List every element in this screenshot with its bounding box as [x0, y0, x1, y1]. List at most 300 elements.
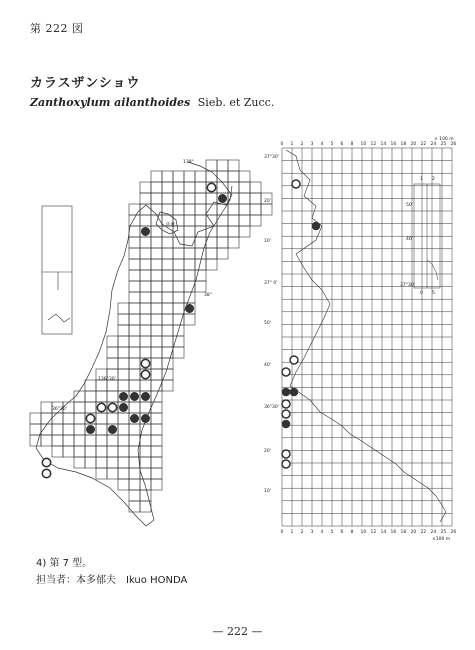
- grid-cell: [173, 204, 184, 215]
- grid-cell: [162, 347, 173, 358]
- profile-x-tick-top: 24: [430, 142, 437, 147]
- grid-cell: [85, 457, 96, 468]
- profile-lat-label: 37° 0': [264, 281, 278, 286]
- label-lon-136-30: 136°30': [98, 377, 116, 382]
- grid-cell: [184, 248, 195, 259]
- grid-cell: [151, 303, 162, 314]
- profile-x-tick-bottom: 20: [410, 530, 417, 535]
- inset-label: 1: [420, 177, 423, 182]
- grid-cell: [129, 424, 140, 435]
- grid-cell: [184, 215, 195, 226]
- grid-cell: [85, 391, 96, 402]
- profile-markers: [282, 180, 320, 468]
- grid-cell: [173, 336, 184, 347]
- profile-x-tick-bottom: 16: [390, 530, 397, 535]
- grid-cell: [96, 435, 107, 446]
- grid-cell: [129, 248, 140, 259]
- marker-open: [42, 469, 50, 477]
- grid-cell: [74, 424, 85, 435]
- grid-cell: [151, 193, 162, 204]
- grid-cell: [118, 369, 129, 380]
- grid-cell: [96, 446, 107, 457]
- grid-cell: [129, 270, 140, 281]
- grid-cell: [129, 347, 140, 358]
- marker-open: [141, 370, 149, 378]
- profile-lat-label: 10': [264, 239, 271, 244]
- grid-cell: [118, 325, 129, 336]
- profile-x-tick-bottom: 4: [320, 530, 324, 535]
- grid-cell: [184, 182, 195, 193]
- profile-x-tick-bottom: 6: [340, 530, 344, 535]
- grid-cell: [129, 402, 140, 413]
- grid-cell: [140, 303, 151, 314]
- grid-cell: [184, 226, 195, 237]
- profile-marker-open: [290, 356, 298, 364]
- grid-cell: [140, 215, 151, 226]
- grid-cell: [140, 468, 151, 479]
- grid-cell: [96, 391, 107, 402]
- grid-cell: [74, 446, 85, 457]
- grid-cell: [41, 402, 52, 413]
- grid-cell: [206, 160, 217, 171]
- grid-cell: [151, 281, 162, 292]
- grid-cell: [162, 171, 173, 182]
- grid-cell: [184, 314, 195, 325]
- genus-species: Zanthoxylum ailanthoides: [30, 96, 191, 109]
- profile-x-tick-bottom: 18: [400, 530, 407, 535]
- profile-x-tick-bottom: 1: [290, 530, 294, 535]
- grid-cell: [195, 171, 206, 182]
- profile-marker-filled: [290, 388, 298, 396]
- grid-cell: [151, 248, 162, 259]
- inset-label: 37°30': [400, 283, 415, 288]
- grid-cell: [162, 303, 173, 314]
- grid-cell: [206, 171, 217, 182]
- profile-x-tick-bottom: 5: [330, 530, 334, 535]
- grid-cell: [129, 281, 140, 292]
- grid-cell: [140, 380, 151, 391]
- grid-cell: [151, 446, 162, 457]
- grid-cell: [151, 358, 162, 369]
- grid-cell: [107, 435, 118, 446]
- grid-cell: [162, 380, 173, 391]
- grid-cell: [140, 435, 151, 446]
- grid-cell: [184, 259, 195, 270]
- grid-cell: [118, 479, 129, 490]
- grid-cell: [184, 204, 195, 215]
- grid-cell: [239, 182, 250, 193]
- grid-cell: [173, 314, 184, 325]
- grid-cell: [151, 479, 162, 490]
- grid-cell: [151, 369, 162, 380]
- grid-cell: [129, 358, 140, 369]
- grid-cell: [140, 237, 151, 248]
- grid-cell: [140, 479, 151, 490]
- marker-open: [86, 414, 94, 422]
- profile-x-tick-top: 18: [400, 142, 407, 147]
- grid-cell: [96, 413, 107, 424]
- marker-filled: [119, 403, 127, 411]
- grid-cell: [228, 160, 239, 171]
- grid-cell: [206, 226, 217, 237]
- grid-cell: [129, 314, 140, 325]
- grid-cell: [30, 424, 41, 435]
- grid-cell: [63, 446, 74, 457]
- grid-cell: [129, 325, 140, 336]
- grid-cell: [239, 193, 250, 204]
- grid-cell: [217, 226, 228, 237]
- grid-cell: [184, 171, 195, 182]
- grid-cell: [228, 226, 239, 237]
- grid-cell: [118, 413, 129, 424]
- grid-cell: [217, 171, 228, 182]
- grid-cell: [118, 446, 129, 457]
- grid-cell: [195, 204, 206, 215]
- profile-x-tick-bottom: 2: [300, 530, 304, 535]
- grid-cell: [41, 413, 52, 424]
- profile-x-tick-bottom: 8: [350, 530, 354, 535]
- profile-x-tick-top: 8: [350, 142, 354, 147]
- grid-cell: [217, 237, 228, 248]
- profile-x-tick-bottom: 25: [440, 530, 447, 535]
- grid-cell: [151, 347, 162, 358]
- grid-cell: [129, 226, 140, 237]
- grid-cell: [239, 171, 250, 182]
- grid-cell: [129, 457, 140, 468]
- grid-cell: [63, 413, 74, 424]
- grid-cell: [140, 281, 151, 292]
- species-japanese-name: カラスザンショウ: [30, 76, 141, 91]
- inset-label: 50': [406, 203, 413, 208]
- profile-x-tick-top: 26: [450, 142, 457, 147]
- profile-x-tick-top: 10: [360, 142, 367, 147]
- marker-filled: [119, 392, 127, 400]
- profile-marker-open: [282, 400, 290, 408]
- label-sado: 佐渡: [166, 223, 175, 228]
- grid-cell: [129, 435, 140, 446]
- grid-cell: [151, 182, 162, 193]
- profile-x-tick-top: 6: [340, 142, 344, 147]
- grid-cell: [52, 424, 63, 435]
- marker-filled: [185, 304, 193, 312]
- grid-cell: [162, 248, 173, 259]
- grid-cell: [151, 204, 162, 215]
- grid-cell: [151, 391, 162, 402]
- grid-cell: [52, 413, 63, 424]
- grid-cell: [140, 325, 151, 336]
- grid-cell: [206, 248, 217, 259]
- grid-cell: [173, 270, 184, 281]
- profile-x-tick-bottom: 3: [310, 530, 314, 535]
- grid-cell: [74, 457, 85, 468]
- grid-cell: [162, 336, 173, 347]
- grid-cell: [162, 259, 173, 270]
- grid-cell: [52, 446, 63, 457]
- marker-open: [97, 403, 105, 411]
- profile-x-tick-top: 4: [320, 142, 324, 147]
- map-grid: [30, 160, 272, 512]
- profile-unit-bottom: ×100 m: [432, 537, 451, 542]
- grid-cell: [129, 292, 140, 303]
- grid-cell: [140, 314, 151, 325]
- grid-cell: [129, 468, 140, 479]
- grid-cell: [107, 413, 118, 424]
- grid-cell: [173, 281, 184, 292]
- grid-cell: [162, 270, 173, 281]
- footnote: 4) 第 7 型。: [36, 558, 93, 569]
- grid-cell: [228, 182, 239, 193]
- marker-filled: [141, 392, 149, 400]
- profile-grid: [282, 148, 452, 526]
- profile-lat-label: 40': [264, 363, 271, 368]
- grid-cell: [140, 347, 151, 358]
- profile-x-tick-bottom: 14: [380, 530, 387, 535]
- grid-cell: [118, 358, 129, 369]
- grid-cell: [195, 215, 206, 226]
- grid-cell: [118, 336, 129, 347]
- grid-cell: [140, 259, 151, 270]
- grid-cell: [206, 259, 217, 270]
- profile-marker-open: [282, 460, 290, 468]
- grid-cell: [107, 446, 118, 457]
- grid-cell: [107, 391, 118, 402]
- profile-x-tick-bottom: 22: [420, 530, 427, 535]
- grid-cell: [173, 193, 184, 204]
- grid-cell: [129, 490, 140, 501]
- map-markers: [42, 183, 226, 477]
- grid-cell: [140, 446, 151, 457]
- marker-open: [207, 183, 215, 191]
- profile-lat-label: 37°30': [264, 155, 279, 160]
- grid-cell: [173, 303, 184, 314]
- profile-marker-open: [282, 450, 290, 458]
- grid-cell: [63, 424, 74, 435]
- marker-open: [42, 458, 50, 466]
- grid-cell: [151, 468, 162, 479]
- figure-number: 第 222 図: [30, 22, 84, 35]
- grid-cell: [107, 358, 118, 369]
- label-lat-38: 38°: [204, 293, 212, 298]
- marker-open: [141, 359, 149, 367]
- grid-cell: [151, 237, 162, 248]
- grid-cell: [41, 424, 52, 435]
- credit-line: 担当者：本多郁夫 Ikuo HONDA: [36, 575, 188, 586]
- grid-cell: [250, 193, 261, 204]
- profile-tick-labels: [264, 136, 456, 542]
- grid-cell: [129, 204, 140, 215]
- profile-lat-label: 20': [264, 449, 271, 454]
- inset-label: 40': [406, 237, 413, 242]
- grid-cell: [107, 336, 118, 347]
- grid-cell: [261, 204, 272, 215]
- profile-x-tick-bottom: 10: [360, 530, 367, 535]
- grid-cell: [250, 182, 261, 193]
- grid-cell: [151, 259, 162, 270]
- grid-cell: [118, 380, 129, 391]
- grid-cell: [140, 336, 151, 347]
- profile-x-tick-top: 0: [280, 142, 284, 147]
- profile-x-tick-top: 3: [310, 142, 314, 147]
- grid-cell: [162, 182, 173, 193]
- grid-cell: [63, 435, 74, 446]
- grid-cell: [217, 215, 228, 226]
- profile-x-tick-bottom: 24: [430, 530, 437, 535]
- grid-cell: [228, 215, 239, 226]
- marker-filled: [141, 414, 149, 422]
- grid-cell: [96, 457, 107, 468]
- grid-cell: [184, 193, 195, 204]
- grid-cell: [195, 270, 206, 281]
- profile-x-tick-top: 5: [330, 142, 334, 147]
- profile-marker-filled: [312, 222, 320, 230]
- grid-cell: [107, 457, 118, 468]
- grid-cell: [228, 171, 239, 182]
- grid-cell: [151, 413, 162, 424]
- grid-cell: [129, 336, 140, 347]
- marker-filled: [141, 227, 149, 235]
- label-lon-139: 139°: [183, 160, 194, 165]
- grid-cell: [151, 292, 162, 303]
- profile-x-tick-bottom: 0: [280, 530, 284, 535]
- grid-cell: [118, 314, 129, 325]
- grid-cell: [74, 435, 85, 446]
- grid-cell: [140, 248, 151, 259]
- marker-filled: [86, 425, 94, 433]
- grid-cell: [195, 193, 206, 204]
- locator-inset: [42, 206, 72, 334]
- grid-cell: [85, 380, 96, 391]
- grid-cell: [118, 303, 129, 314]
- profile-x-tick-top: 2: [300, 142, 304, 147]
- grid-cell: [173, 182, 184, 193]
- profile-marker-open: [292, 180, 300, 188]
- grid-cell: [239, 204, 250, 215]
- grid-cell: [162, 204, 173, 215]
- grid-cell: [151, 424, 162, 435]
- profile-x-tick-top: 25: [440, 142, 447, 147]
- inset-label: 5: [432, 291, 435, 296]
- grid-cell: [151, 325, 162, 336]
- profile-x-tick-top: 22: [420, 142, 427, 147]
- grid-cell: [151, 457, 162, 468]
- grid-cell: [118, 424, 129, 435]
- grid-cell: [173, 347, 184, 358]
- grid-cell: [107, 468, 118, 479]
- grid-cell: [173, 259, 184, 270]
- profile-marker-open: [282, 410, 290, 418]
- profile-lat-label: 10': [264, 489, 271, 494]
- grid-cell: [151, 270, 162, 281]
- grid-cell: [118, 457, 129, 468]
- grid-cell: [162, 314, 173, 325]
- profile-lat-label: 50': [264, 321, 271, 326]
- marker-filled: [108, 425, 116, 433]
- grid-cell: [162, 325, 173, 336]
- grid-cell: [195, 248, 206, 259]
- grid-cell: [162, 237, 173, 248]
- grid-cell: [96, 424, 107, 435]
- profile-lat-label: 36°30': [264, 405, 279, 410]
- grid-cell: [140, 270, 151, 281]
- inset-label: 0: [420, 291, 423, 296]
- profile-x-tick-top: 14: [380, 142, 387, 147]
- grid-cell: [195, 182, 206, 193]
- grid-cell: [85, 435, 96, 446]
- grid-cell: [129, 259, 140, 270]
- grid-cell: [140, 292, 151, 303]
- coastline-outline: [36, 162, 232, 526]
- grid-cell: [52, 435, 63, 446]
- profile-x-tick-top: 12: [370, 142, 377, 147]
- grid-cell: [41, 435, 52, 446]
- authority: Sieb. et Zucc.: [197, 96, 275, 109]
- grid-cell: [107, 347, 118, 358]
- grid-cell: [217, 160, 228, 171]
- grid-cell: [140, 457, 151, 468]
- grid-cell: [173, 248, 184, 259]
- profile-x-tick-bottom: 26: [450, 530, 457, 535]
- profile-x-tick-top: 1: [290, 142, 294, 147]
- grid-cell: [228, 237, 239, 248]
- grid-cell: [30, 413, 41, 424]
- grid-cell: [151, 226, 162, 237]
- profile-marker-filled: [282, 388, 290, 396]
- grid-cell: [239, 226, 250, 237]
- grid-cell: [151, 435, 162, 446]
- marker-filled: [218, 194, 226, 202]
- grid-cell: [250, 204, 261, 215]
- grid-cell: [140, 193, 151, 204]
- grid-cell: [250, 215, 261, 226]
- marker-open: [108, 403, 116, 411]
- grid-cell: [162, 292, 173, 303]
- grid-cell: [162, 193, 173, 204]
- grid-cell: [140, 490, 151, 501]
- grid-cell: [129, 380, 140, 391]
- grid-cell: [239, 215, 250, 226]
- grid-cell: [85, 402, 96, 413]
- page-number: — 222 —: [212, 625, 263, 638]
- grid-cell: [228, 204, 239, 215]
- grid-cell: [85, 446, 96, 457]
- grid-cell: [151, 171, 162, 182]
- marker-filled: [130, 392, 138, 400]
- grid-cell: [129, 501, 140, 512]
- profile-marker-open: [282, 368, 290, 376]
- grid-cell: [96, 468, 107, 479]
- marker-filled: [130, 414, 138, 422]
- grid-cell: [217, 248, 228, 259]
- grid-cell: [173, 171, 184, 182]
- grid-cell: [129, 237, 140, 248]
- grid-cell: [140, 182, 151, 193]
- profile-x-tick-bottom: 12: [370, 530, 377, 535]
- grid-cell: [184, 270, 195, 281]
- grid-cell: [118, 468, 129, 479]
- grid-cell: [129, 369, 140, 380]
- grid-cell: [129, 303, 140, 314]
- grid-cell: [74, 402, 85, 413]
- profile-x-tick-top: 20: [410, 142, 417, 147]
- profile-marker-filled: [282, 420, 290, 428]
- profile-unit-top: × 100 m: [434, 137, 454, 142]
- grid-cell: [118, 435, 129, 446]
- grid-cell: [173, 237, 184, 248]
- grid-cell: [118, 347, 129, 358]
- profile-lat-label: 20': [264, 199, 271, 204]
- grid-cell: [151, 336, 162, 347]
- grid-cell: [162, 281, 173, 292]
